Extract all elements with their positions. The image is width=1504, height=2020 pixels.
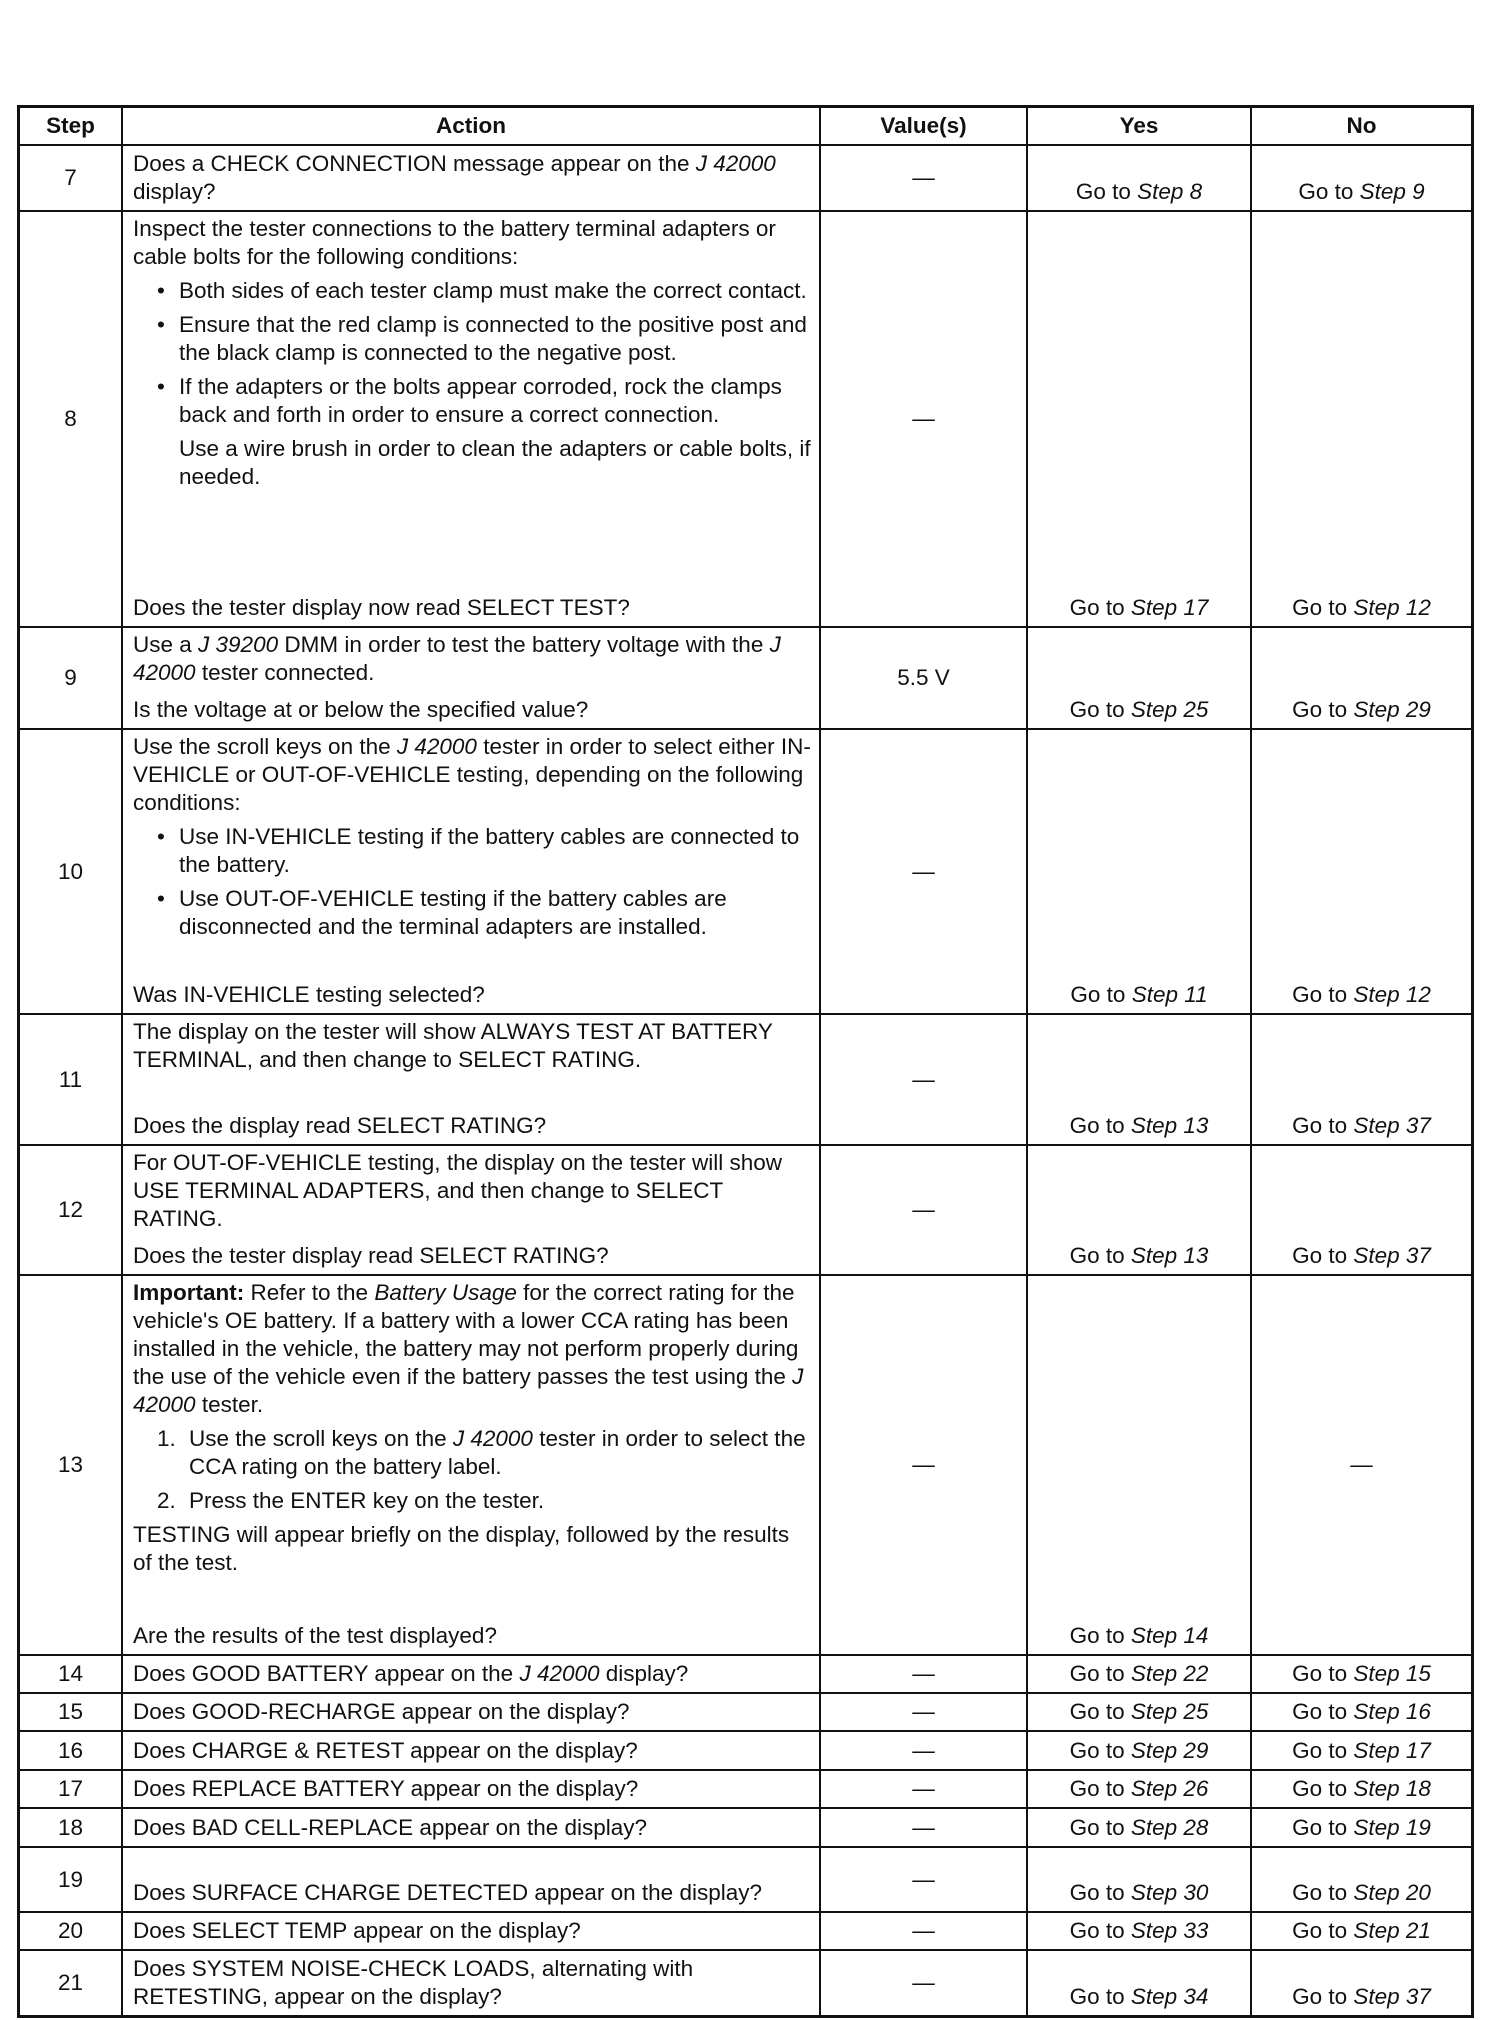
text-segment: Press the ENTER key on the tester. [189,1488,545,1513]
text-segment: Does REPLACE BATTERY appear on the display? [133,1776,639,1801]
text-segment: for the correct rating for the vehicle's OE battery. If a battery with a lower CCA rating has been installed in the vehicle, the battery may not perform properly during the use of the vehicle even if the battery passes the test using the [133,1280,799,1389]
table-row [20,1013,1471,1144]
step-link: Step 29 [1353,697,1431,722]
go-to-label: Go to [1069,1661,1125,1686]
yes-cell[interactable] [1026,1913,1250,1949]
tool-reference: J 42000 [695,151,776,176]
no-cell[interactable] [1250,1015,1471,1144]
action-question [133,696,811,724]
no-cell[interactable] [1250,1771,1471,1807]
action-cell [121,1276,819,1654]
step-link: Step 16 [1353,1699,1431,1724]
go-to-label: Go to [1069,1880,1125,1905]
go-to-label: Go to [1069,1738,1125,1763]
go-to-label: Go to [1069,697,1125,722]
tool-reference: J 42000 [133,1364,804,1417]
table-row [20,210,1471,626]
action-paragraph [133,733,811,817]
value-cell: 5.5 V [819,628,1026,728]
action-cell [121,1913,819,1949]
step-link: Step 37 [1353,1984,1431,2009]
go-to-label: Go to [1069,1113,1125,1138]
no-cell[interactable] [1250,1809,1471,1846]
table-row [20,1144,1471,1274]
action-question [133,1622,811,1650]
step-link: Step 12 [1353,982,1431,1007]
item-number: 2. [157,1488,176,1513]
step-link: Step 18 [1353,1776,1431,1801]
text-segment: Refer to the [244,1280,375,1305]
step-number: 15 [57,1699,84,1724]
no-cell[interactable] [1250,1913,1471,1949]
table-row [20,1769,1471,1807]
step-number: 17 [57,1776,84,1801]
value-cell: — [819,1848,1026,1911]
step-number: 9 [64,665,77,690]
text-segment: display? [133,179,216,204]
go-to-label: Go to [1292,1738,1348,1763]
yes-cell[interactable] [1026,730,1250,1013]
text-segment: Use a wire brush in order to clean the adapters or cable bolts, if needed. [179,436,811,489]
action-paragraph [133,435,811,491]
go-to-label: Go to [1069,1699,1125,1724]
action-question [133,1242,811,1270]
yes-cell[interactable] [1026,1951,1250,2015]
go-to-label: Go to [1069,1243,1125,1268]
action-paragraph [133,1521,811,1577]
go-to-label: Go to [1069,1815,1125,1840]
text-segment: For OUT-OF-VEHICLE testing, the display on the tester will show USE TERMINAL ADAPTERS, and then change to SELECT RATING. [133,1150,782,1231]
step-link: Step 28 [1130,1815,1209,1840]
text-segment: tester in order to select either IN-VEHICLE or OUT-OF-VEHICLE testing, depending on the following conditions: [133,734,811,815]
yes-cell[interactable] [1026,1015,1250,1144]
step-link: Step 9 [1359,179,1425,204]
go-to-label: Go to [1292,1113,1348,1138]
text-segment: Was IN-VEHICLE testing selected? [133,982,485,1007]
action-question [133,594,811,622]
tool-reference: J 39200 [198,632,279,657]
yes-cell[interactable] [1026,1732,1250,1769]
action-paragraph [133,1018,811,1074]
table-row [20,1846,1471,1911]
go-to-label: Go to [1069,1984,1125,2009]
table-row [20,1730,1471,1769]
table-row [20,1692,1471,1730]
text-segment: Does SELECT TEMP appear on the display? [133,1918,581,1943]
go-to-label: Go to [1292,1880,1348,1905]
action-cell [121,1656,819,1692]
step-link: Step 25 [1130,1699,1209,1724]
numbered-item [133,1425,811,1481]
go-to-label: Go to [1069,1623,1125,1648]
action-cell [121,146,819,210]
value-cell: — [819,1809,1026,1846]
go-to-label: Go to [1070,982,1126,1007]
go-to-label: Go to [1292,1661,1348,1686]
action-question [133,1775,811,1803]
yes-cell[interactable] [1026,1809,1250,1846]
value-cell: — [819,1015,1026,1144]
table-row [20,1274,1471,1654]
text-segment: tester. [195,1392,264,1417]
action-question [133,1917,811,1945]
step-number: 7 [64,165,77,190]
step-number: 14 [57,1661,84,1686]
text-segment: Does the display read SELECT RATING? [133,1113,547,1138]
go-to-label: Go to [1292,1918,1348,1943]
action-cell [121,212,819,626]
yes-cell[interactable] [1026,1771,1250,1807]
step-link: Step 17 [1130,595,1209,620]
yes-cell[interactable] [1026,146,1250,210]
bullet-item [133,373,811,429]
step-number: 11 [58,1066,83,1092]
text-segment: Does SYSTEM NOISE-CHECK LOADS, alternating with RETESTING, appear on the display? [133,1956,694,2009]
go-to-label: Go to [1069,1776,1125,1801]
action-question [133,1814,811,1842]
header-action: Action [121,108,819,144]
no-cell[interactable] [1250,1656,1471,1692]
go-to-label: Go to [1292,1815,1348,1840]
value-cell: — [819,1771,1026,1807]
text-segment: Use the scroll keys on the [133,734,397,759]
bullet-item [133,277,811,305]
action-question [133,981,811,1009]
text-segment: Use a [133,632,199,657]
table-row [20,1949,1471,2015]
yes-cell[interactable] [1026,1656,1250,1692]
yes-cell[interactable] [1026,1146,1250,1274]
go-to-label: Go to [1075,179,1131,204]
tool-reference: J 42000 [396,734,477,759]
important-label: Important: [133,1280,245,1305]
action-question [133,1112,811,1140]
action-paragraph [133,1149,811,1233]
yes-cell[interactable] [1026,1848,1250,1911]
table-header [20,108,1471,144]
step-number: 19 [57,1866,84,1892]
step-number: 8 [64,406,77,431]
action-cell [121,1694,819,1730]
action-cell [121,1848,819,1911]
step-link: Step 19 [1353,1815,1431,1840]
go-to-label: Go to [1069,1918,1125,1943]
action-cell [121,1951,819,2015]
step-link: Step 37 [1353,1243,1431,1268]
no-cell[interactable] [1250,1694,1471,1730]
header-no: No [1250,108,1471,144]
text-segment: Use the scroll keys on the [189,1426,453,1451]
step-number: 10 [57,858,84,884]
step-link: Step 20 [1353,1880,1431,1905]
no-cell[interactable] [1250,146,1471,210]
go-to-label: Go to [1292,982,1348,1007]
go-to-label: Go to [1292,1984,1348,2009]
table-row [20,1807,1471,1846]
no-cell[interactable] [1250,1848,1471,1911]
step-link: Step 15 [1353,1661,1431,1686]
go-to-label: Go to [1292,1699,1348,1724]
yes-cell[interactable] [1026,1276,1250,1654]
table-row [20,626,1471,728]
go-to-label: Go to [1069,595,1125,620]
text-segment: tester connected. [195,660,375,685]
go-to-label: Go to [1292,1776,1348,1801]
step-link: Step 33 [1130,1918,1209,1943]
no-cell[interactable] [1250,212,1471,626]
no-cell[interactable] [1250,628,1471,728]
step-link: Step 22 [1130,1661,1209,1686]
bullet-item [133,311,811,367]
tool-reference: J 42000 [133,632,781,685]
text-segment: Inspect the tester connections to the battery terminal adapters or cable bolts for the following conditions: [133,216,776,269]
tool-reference: Battery Usage [374,1280,517,1305]
header-values: Value(s) [819,108,1026,144]
action-cell [121,1732,819,1769]
value-cell: — [819,1913,1026,1949]
step-link: Step 8 [1137,179,1203,204]
step-link: Step 34 [1130,1984,1209,2009]
go-to-label: Go to [1292,1243,1348,1268]
text-segment: Does GOOD BATTERY appear on the [133,1661,520,1686]
text-segment: Are the results of the test displayed? [133,1623,497,1648]
action-cell [121,628,819,728]
action-question [133,1737,811,1765]
text-segment: Ensure that the red clamp is connected to the positive post and the black clamp is connected to the negative post. [179,312,807,365]
bullet-item [133,885,811,941]
yes-cell[interactable] [1026,212,1250,626]
text-segment: Does a CHECK CONNECTION message appear on the [133,151,696,176]
go-to-label: Go to [1292,697,1348,722]
value-cell: — [819,1732,1026,1769]
diagnostic-step-table [17,105,1474,2018]
text-segment: display? [599,1661,689,1686]
tool-reference: J 42000 [519,1661,600,1686]
action-cell [121,1809,819,1846]
step-number: 18 [57,1814,84,1840]
text-segment: Does SURFACE CHARGE DETECTED appear on the display? [133,1880,762,1905]
action-cell [121,1015,819,1144]
step-link: Step 26 [1130,1776,1209,1801]
text-segment: If the adapters or the bolts appear corroded, rock the clamps back and forth in order to ensure a correct connection. [179,374,782,427]
value-cell: — [819,1146,1026,1274]
table-row [20,144,1471,210]
item-number: 1. [157,1426,176,1451]
action-paragraph [133,215,811,271]
step-number: 13 [57,1452,84,1477]
action-cell [121,1771,819,1807]
go-to-label: Go to [1298,179,1354,204]
no-cell[interactable] [1250,1146,1471,1274]
text-segment: Both sides of each tester clamp must make the correct contact. [179,278,807,303]
step-number: 20 [57,1918,84,1943]
no-cell[interactable] [1250,1951,1471,2015]
step-number: 16 [57,1737,84,1763]
value-cell: — [819,1951,1026,2015]
go-to-label: Go to [1292,595,1348,620]
text-segment: Use IN-VEHICLE testing if the battery cables are connected to the battery. [179,824,800,877]
no-cell[interactable] [1250,730,1471,1013]
step-link: Step 21 [1353,1918,1431,1943]
action-paragraph [133,1279,811,1419]
value-cell: — [819,1694,1026,1730]
step-number: 12 [57,1197,84,1222]
tool-reference: J 42000 [452,1426,533,1451]
step-link: Step 13 [1130,1243,1209,1268]
text-segment: Does the tester display read SELECT RATING? [133,1243,609,1268]
step-link: Step 37 [1353,1113,1431,1138]
table-row [20,1654,1471,1692]
step-link: Step 30 [1130,1880,1209,1905]
text-segment: Is the voltage at or below the specified value? [133,697,589,722]
value-cell: — [819,146,1026,210]
header-yes: Yes [1026,108,1250,144]
step-link: Step 17 [1353,1738,1431,1763]
text-segment: DMM in order to test the battery voltage with the [278,632,770,657]
value-cell: — [819,1276,1026,1654]
value-cell: — [819,1656,1026,1692]
text-segment: Use OUT-OF-VEHICLE testing if the battery cables are disconnected and the terminal adapters are installed. [179,886,727,939]
numbered-item [133,1487,811,1515]
action-question [133,1660,811,1688]
no-cell[interactable] [1250,1732,1471,1769]
action-cell [121,1146,819,1274]
action-question [133,1698,811,1726]
text-segment: Does CHARGE & RETEST appear on the display? [133,1738,638,1763]
header-step: Step [46,113,95,138]
step-link: Step 29 [1130,1738,1209,1763]
action-paragraph [133,631,811,687]
text-segment: tester in order to select the CCA rating on the battery label. [189,1426,806,1479]
value-cell: — [819,730,1026,1013]
step-link: Step 25 [1130,697,1209,722]
text-segment: The display on the tester will show ALWAYS TEST AT BATTERY TERMINAL, and then change to SELECT RATING. [133,1019,773,1072]
value-cell: — [819,212,1026,626]
table-row [20,1911,1471,1949]
bullet-item [133,823,811,879]
action-question [133,1955,811,2011]
text-segment: Does BAD CELL-REPLACE appear on the display? [133,1815,648,1840]
step-number: 21 [57,1970,84,1995]
step-link: Step 13 [1130,1113,1209,1138]
action-question [133,1879,811,1907]
yes-cell[interactable] [1026,1694,1250,1730]
step-link: Step 11 [1131,982,1208,1007]
table-row [20,728,1471,1013]
text-segment: Does the tester display now read SELECT TEST? [133,595,630,620]
action-question [133,150,811,206]
text-segment: Does GOOD-RECHARGE appear on the display? [133,1699,630,1724]
action-cell [121,730,819,1013]
no-cell: — [1250,1276,1471,1654]
text-segment: TESTING will appear briefly on the display, followed by the results of the test. [133,1522,790,1575]
yes-cell[interactable] [1026,628,1250,728]
step-link: Step 14 [1130,1623,1209,1648]
step-link: Step 12 [1353,595,1431,620]
